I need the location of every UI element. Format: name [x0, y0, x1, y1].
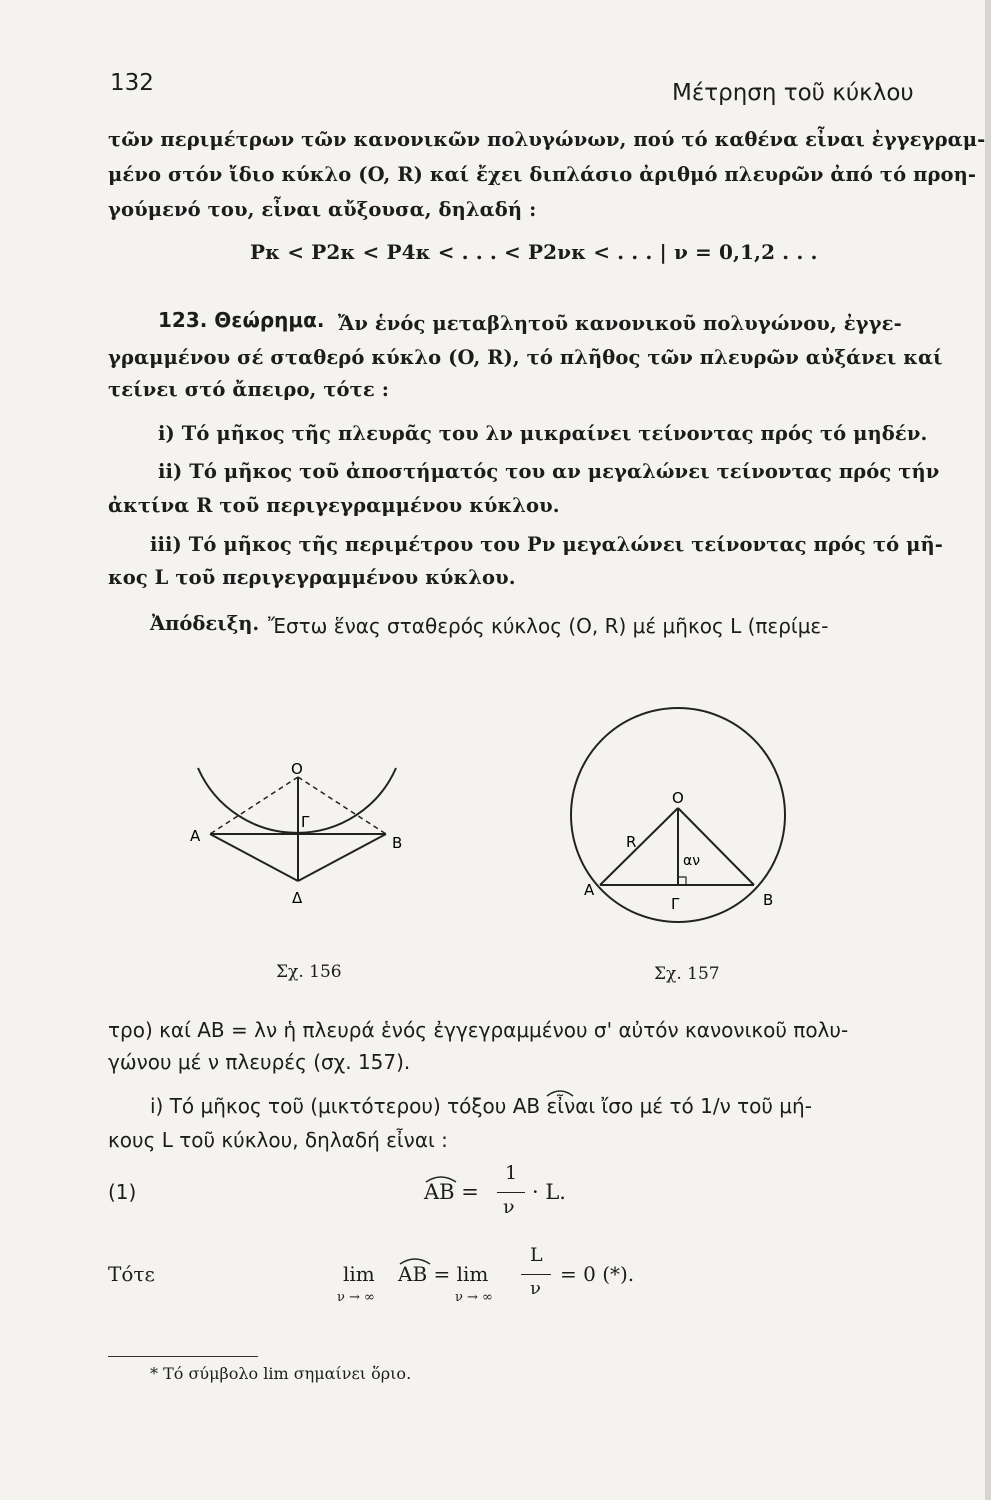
fig157-right-angle: [678, 877, 686, 885]
lim-tail: = 0 (*).: [560, 1262, 635, 1286]
theorem-item-3-line-2: κος L τοῦ περιγεγραμμένου κύκλου.: [108, 566, 516, 589]
theorem-line-3: τείνει στό ἄπειρο, τότε :: [108, 378, 390, 401]
lim-den: ν: [530, 1278, 541, 1299]
fig156-ad: [210, 834, 298, 881]
fig156-label-a: A: [190, 827, 201, 845]
fig156-db: [298, 834, 386, 881]
theorem-item-2-line-2: ἀκτίνα R τοῦ περιγεγραμμένου κύκλου.: [108, 494, 560, 517]
figure-156: [170, 740, 430, 970]
lim-sub-2: ν → ∞: [455, 1290, 493, 1305]
intro-line-2: μένο στόν ἴδιο κύκλο (O, R) καί ἔχει διπλάσιο ἀριθμό πλευρῶν ἀπό τό προη-: [108, 163, 977, 186]
lim-fraction-bar: [521, 1274, 551, 1275]
fig156-label-b: B: [392, 834, 403, 852]
fig156-label-o: O: [291, 760, 303, 778]
theorem-line-2: γραμμένου σέ σταθερό κύκλο (O, R), τό πλῆθος τῶν πλευρῶν αὐξάνει καί: [108, 346, 943, 369]
theorem-line-1: Ἄν ἑνός μεταβλητοῦ κανονικοῦ πολυγώνου, ἐγγε-: [338, 312, 902, 335]
fig156-caption: Σχ. 156: [276, 962, 342, 982]
figure-157: [560, 695, 810, 945]
fig157-label-g: Γ: [671, 895, 680, 913]
fig156-oa: [210, 777, 298, 834]
eq1-den: ν: [503, 1196, 515, 1218]
lim-mid: AB = lim: [398, 1262, 489, 1286]
footnote: * Τό σύμβολο lim σημαίνει ὅριο.: [150, 1364, 412, 1383]
fig156-label-d: Δ: [292, 889, 303, 907]
proof-line-2: τρο) καί AB = λν ἡ πλευρά ἑνός ἐγγεγραμμένου σ' αὐτόν κανονικοῦ πολυ-: [108, 1018, 849, 1042]
fig157-oa: [600, 808, 678, 885]
eq1-tail: · L.: [532, 1180, 566, 1204]
eq1-lhs: AB =: [424, 1180, 479, 1204]
footnote-rule: [108, 1356, 258, 1357]
proof-label: Ἀπόδειξη.: [150, 612, 260, 635]
fig156-label-g: Γ: [301, 813, 310, 831]
theorem-item-3-line-1: iii) Τό μῆκος τῆς περιμέτρου του Pν μεγαλώνει τείνοντας πρός τό μῆ-: [150, 533, 943, 556]
lim-word-1: lim: [343, 1262, 375, 1286]
lim-num: L: [530, 1244, 543, 1266]
fig157-ob: [678, 808, 754, 885]
intro-line-3: γούμενό του, εἶναι αὔξουσα, δηλαδή :: [108, 198, 537, 221]
proof-item-i-line-1: i) Τό μῆκος τοῦ (μικτότερου) τόξου AB εἶναι ἴσο μέ τό 1/ν τοῦ μή-: [150, 1094, 812, 1118]
intro-line-1: τῶν περιμέτρων τῶν κανονικῶν πολυγώνων, πού τό καθένα εἶναι ἐγγεγραμ-: [108, 128, 986, 151]
lim-sub-1: ν → ∞: [337, 1290, 375, 1305]
fig157-label-b: B: [763, 891, 774, 909]
theorem-item-2-line-1: ii) Τό μῆκος τοῦ ἀποστήματός του αν μεγαλώνει τείνοντας πρός τήν: [158, 460, 940, 483]
running-title: Μέτρηση τοῦ κύκλου: [672, 80, 914, 106]
fig157-label-A: A: [584, 881, 595, 899]
fig156-ob: [298, 777, 386, 834]
theorem-item-1: i) Τό μῆκος τῆς πλευρᾶς του λν μικραίνει τείνοντας πρός τό μηδέν.: [158, 422, 928, 445]
proof-line-1: Ἔστω ἕνας σταθερός κύκλος (O, R) μέ μῆκος L (περίμε-: [268, 614, 829, 638]
fig157-label-a: αν: [683, 853, 701, 869]
eq1-num: 1: [505, 1162, 518, 1184]
proof-line-3: γώνου μέ ν πλευρές (σχ. 157).: [108, 1050, 411, 1074]
fig157-label-r: R: [626, 833, 637, 851]
proof-item-i-line-2: κους L τοῦ κύκλου, δηλαδή εἶναι :: [108, 1128, 448, 1152]
tote-word: Τότε: [108, 1262, 155, 1286]
fig157-label-o: O: [672, 789, 684, 807]
page-edge: [985, 0, 991, 1500]
intro-formula: Pκ < P2κ < P4κ < . . . < P2νκ < . . . | ν = 0,1,2 . . .: [250, 240, 818, 264]
eq1-number: (1): [108, 1180, 137, 1204]
arc-mark-1: [545, 1086, 575, 1098]
fig157-caption: Σχ. 157: [654, 964, 720, 984]
theorem-number: 123. Θεώρημα.: [158, 308, 325, 332]
page-number: 132: [110, 70, 154, 96]
eq1-fraction-bar: [497, 1192, 525, 1193]
